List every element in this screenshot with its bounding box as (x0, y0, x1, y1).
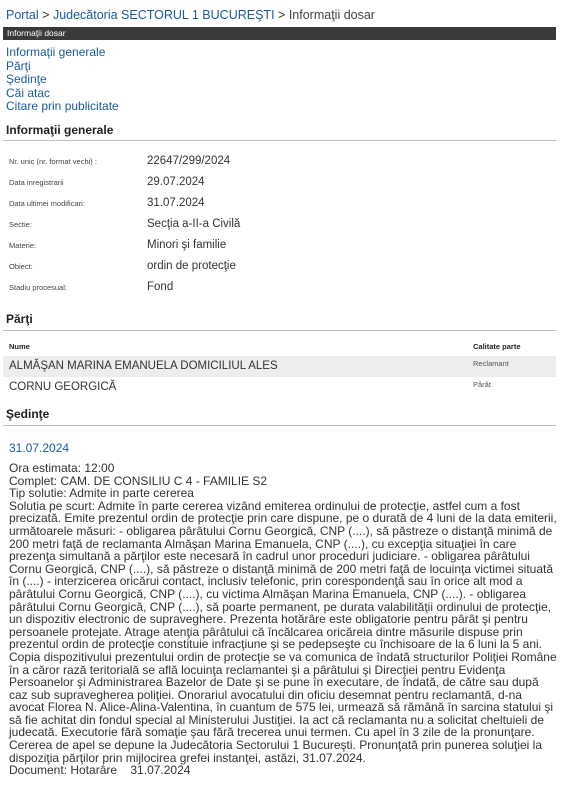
info-row (9, 220, 549, 240)
info-row (9, 178, 549, 198)
section-title-info: Informaţii generale (6, 123, 114, 137)
info-value: Secţia a-II-a Civilă (147, 218, 241, 230)
breadcrumb-separator: > (278, 8, 286, 22)
section-title-parti: Părţi (6, 312, 33, 326)
col-header-name: Nume (9, 342, 30, 351)
info-label: Materie: (9, 241, 37, 250)
section-divider (3, 425, 556, 426)
info-label: Nr. unic (nr. format vechi) : (9, 157, 97, 166)
session-details (9, 462, 559, 777)
parties-header (3, 340, 556, 354)
breadcrumb-current: Informaţii dosar (288, 8, 375, 22)
breadcrumb (6, 8, 375, 22)
nav-link-cai-atac[interactable]: Căi atac (6, 85, 51, 100)
section-divider (3, 140, 556, 141)
session-date: 31.07.2024 (9, 441, 70, 455)
page-title-bar: Informaţii dosar (3, 27, 556, 40)
info-row (9, 283, 549, 303)
info-label: Sectie: (9, 220, 32, 229)
nav-link-informatii-generale[interactable]: Informaţii generale (6, 45, 106, 59)
info-label: Obiect: (9, 262, 33, 271)
breadcrumb-portal-link[interactable]: Portal (6, 8, 39, 22)
party-role: Pârât (473, 380, 491, 389)
info-label: Data inregistrarii (9, 178, 64, 187)
info-row (9, 241, 549, 261)
party-row (3, 377, 556, 398)
section-title-sedinte: Şedinţe (6, 407, 50, 421)
info-value: 22647/299/2024 (147, 155, 231, 167)
party-name: CORNU GEORGICĂ (9, 381, 117, 393)
breadcrumb-separator: > (42, 8, 50, 22)
session-complet: Complet: CAM. DE CONSILIU C 4 - FAMILIE S2 (9, 473, 268, 488)
info-label: Stadiu procesual: (9, 283, 67, 292)
section-divider (3, 330, 556, 331)
info-value: Fond (147, 281, 174, 293)
session-document: Document: Hotarâre 31.07.2024 (9, 763, 191, 778)
info-value: Minori şi familie (147, 239, 227, 251)
info-value: 29.07.2024 (147, 176, 205, 188)
info-row (9, 157, 549, 177)
session-tip-solutie: Tip solutie: Admite in parte cererea (9, 486, 194, 501)
party-name: ALMĂŞAN MARINA EMANUELA DOMICILIUL ALES (9, 360, 278, 372)
info-label: Data ultimei modificari: (9, 199, 85, 208)
info-row (9, 199, 549, 219)
nav-link-sedinte[interactable]: Şedinţe (6, 72, 47, 86)
info-value: ordin de protecţie (147, 260, 236, 272)
session-ora: Ora estimata: 12:00 (9, 461, 115, 475)
info-value: 31.07.2024 (147, 197, 205, 209)
session-summary: Solutia pe scurt: Admite în parte cererea vizând emiterea ordinului de protecţie, astfel cum a fost precizată. Emite prezentul ordin de protecţie prin care dispune, pe o durată de 4 luni de la data emiterii, următoarele măsuri: - obligarea pârâtului Cornu Georgică, CNP (....), să păstreze o distanţă minimă de 200 metri faţă de reclamanta Almăşan Marina Emanuela, CNP (....), cu excepţia situaţiei în care prezenţa simultană a părţilor este necesară în cadrul unor proceduri judiciare. - obligarea pârâtului Cornu Georgică, CNP (....), să păstreze o distanţă minimă de 200 metri faţă de locuinţa victimei situată în (....) - interzicerea oricărui contact, inclusiv telefonic, prin corespondenţă sau în orice alt mod a pârâtului Cornu Georgică, CNP (....), cu victima Almăşan Marina Emanuela, CNP (....). - obligarea pârâtului Cornu Georgică, CNP (....), să poarte permanent, pe durata valabilităţii ordinului de protecţie, un dispozitiv electronic de supraveghere. Prezenta hotărâre este obligatorie pentru pârât şi pentru persoanele protejate. Atrage atenţia pârâtului că încălcarea oricăreia dintre măsurile dispuse prin prezentul ordin de protecţie constituie infracţiune şi se pedepseşte cu închisoare de la 6 luni la 5 ani. Copia dispozitivului prezentului ordin de protecţie se va comunica de îndată structurilor Poliţiei Române în a căror rază teritorială se află locuinţa reclamantei şi a pârâtului şi Direcţiei pentru Evidenţa Persoanelor şi Administrarea Bazelor de Date şi se pune în executare, de îndată, de către sau după caz sub supravegherea poliţiei. Onorariul avocatului din oficiu desemnat pentru reclamantă, d-na avocat Florea N. Alice-Alina-Valentina, în cuantum de 575 lei, urmează să rămână în sarcina statului şi să fie achitat din fondul special al Ministerului Justiţiei. Ia act că reclamanta nu a solicitat cheltuieli de judecată. Executorie fără somaţie şau fără trecerea unui termen. Cu apel în 3 zile de la pronunţare. Cererea de apel se depune la Judecătoria Sectorului 1 Bucureşti. Pronunţată prin punerea soluţiei la dispoziţia părţilor prin mijlocirea grefei instanţei, astăzi, 31.07.2024. (9, 498, 557, 765)
breadcrumb-court-link[interactable]: Judecătoria SECTORUL 1 BUCUREŞTI (52, 8, 275, 22)
party-role: Reclamant (473, 359, 509, 368)
nav-link-parti[interactable]: Părţi (6, 58, 31, 73)
party-row (3, 356, 556, 377)
nav-link-citare[interactable]: Citare prin publicitate (6, 99, 119, 113)
info-row (9, 262, 549, 282)
section-nav (6, 46, 119, 114)
col-header-role: Calitate parte (473, 342, 521, 351)
